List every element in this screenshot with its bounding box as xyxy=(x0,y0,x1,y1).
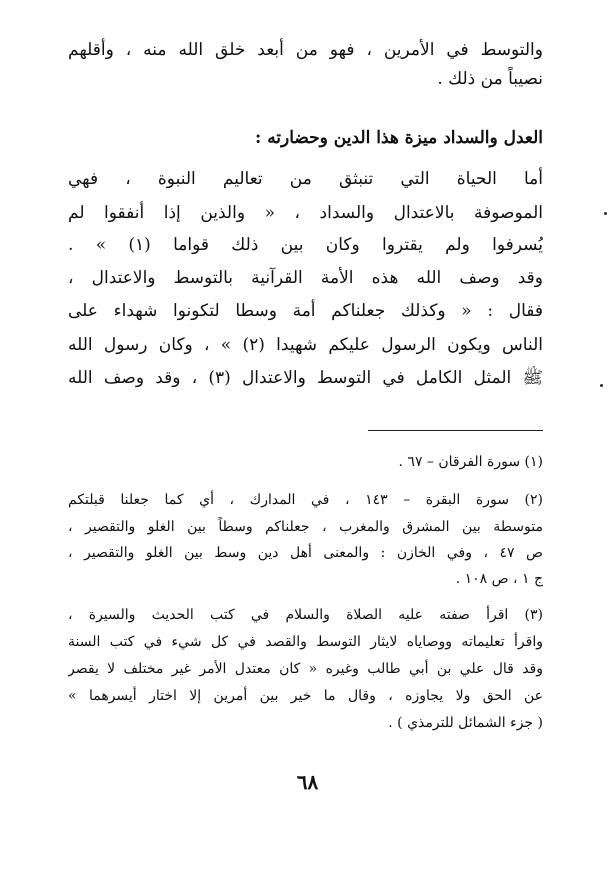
body-text-line: ﷺ المثل الكامل في التوسط والاعتدال (٣) ، وقد وصف الله xyxy=(68,368,543,388)
footnote-2-line: ج ١ ، ص ١٠٨ . xyxy=(455,571,543,587)
page-number: ٦٨ xyxy=(296,770,319,794)
body-text-line: فقال : « وكذلك جعلناكم أمة وسطا لتكونوا شهداء على xyxy=(68,301,543,321)
body-text-line: نصيباً من ذلك . xyxy=(437,69,543,89)
footnote-2-line: (٢) سورة البقرة – ١٤٣ ، في المدارك ، أي كما جعلنا قبلتكم xyxy=(68,492,543,508)
footnote-3-line: عن الحق ولا يجاوزه ، وقال ما خير بين أمرين إلا اختار أيسرهما » xyxy=(68,688,543,704)
body-text-line: أما الحياة التي تنبثق من تعاليم النبوة ، فهي xyxy=(68,169,543,189)
scan-speck xyxy=(604,212,607,215)
footnote-3-line: (٣) اقرأ صفته عليه الصلاة والسلام في كتب الحديث والسيرة ، xyxy=(68,607,543,623)
body-text-line: وقد وصف الله هذه الأمة القرآنية بالتوسط والاعتدال ، xyxy=(68,268,543,288)
body-text-line: الموصوفة بالاعتدال والسداد ، « والذين إذا أنفقوا لم xyxy=(68,203,543,223)
footnote-3-line: وقد قال علي بن أبي طالب وغيره « كان معتدل الأمر غير مختلف لا يقصر xyxy=(68,661,543,677)
footnote-2-line: متوسطة بين المشرق والمغرب ، جعلناكم وسطاً بين الغلو والتقصير ، xyxy=(68,519,543,535)
footnote-2-line: ص ٤٧ ، وفي الخازن : والمعنى أهل دين وسط بين الغلو والتقصير ، xyxy=(68,545,543,561)
body-text-line: الناس ويكون الرسول عليكم شهيدا (٢) » ، وكان رسول الله xyxy=(68,335,543,355)
footnote-separator xyxy=(368,430,543,431)
scan-speck xyxy=(600,384,603,387)
footnote-3-line: واقرأ تعليماته ووصاياه لايثار التوسط والقصد في كل شيء في كتب السنة xyxy=(68,634,543,650)
body-text-line: والتوسط في الأمرين ، فهو من أبعد خلق الله منه ، وأقلهم xyxy=(68,40,543,60)
section-heading: العدل والسداد ميزة هذا الدين وحضارته : xyxy=(255,128,543,148)
body-text-line: يُسرفوا ولم يقتروا وكان بين ذلك قواما (١) » . xyxy=(68,235,543,255)
footnote-1: (١) سورة الفرقان – ٦٧ . xyxy=(398,454,543,470)
footnote-3-line: ( جزء الشمائل للترمذي ) . xyxy=(388,715,543,731)
